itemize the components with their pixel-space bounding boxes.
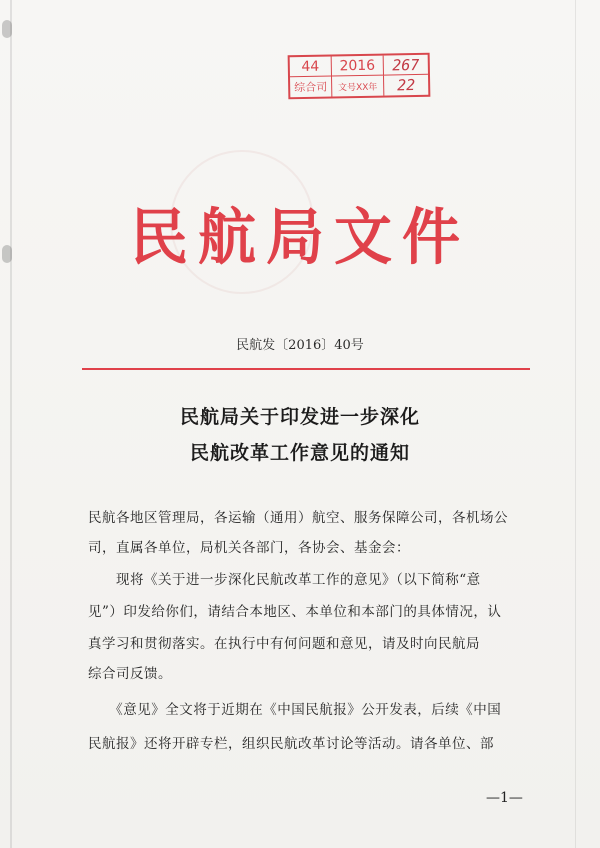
document-title-line1: 民航局关于印发进一步深化 bbox=[179, 406, 420, 428]
document-header-title: 民航局文件 bbox=[129, 201, 470, 273]
stamp-handwritten-bottom: 22 bbox=[396, 76, 416, 95]
stamp-year: 2016 bbox=[332, 56, 384, 77]
stamp-small-text: 文号XX年 bbox=[332, 76, 384, 97]
body-line: 真学习和贯彻落实。在执行中有何问题和意见，请及时向民航局 bbox=[88, 636, 480, 652]
binding-hole bbox=[2, 20, 12, 38]
stamp-handwritten-top: 267 bbox=[384, 55, 428, 76]
body-line: 民航各地区管理局，各运输（通用）航空、服务保障公司，各机场公 bbox=[88, 510, 508, 526]
body-line: 《意见》全文将于近期在《中国民航报》公开发表，后续《中国 bbox=[88, 702, 502, 718]
body-line: 综合司反馈。 bbox=[88, 666, 172, 682]
stamp-department: 综合司 bbox=[290, 76, 332, 97]
body-line: 现将《关于进一步深化民航改革工作的意见》（以下简称“意 bbox=[88, 572, 481, 588]
body-line: 民航报》还将开辟专栏，组织民航改革讨论等活动。请各单位、部 bbox=[88, 736, 494, 752]
document-title-line2: 民航改革工作意见的通知 bbox=[189, 442, 410, 464]
stamp-number: 44 bbox=[290, 56, 332, 77]
page-number: —1— bbox=[486, 790, 523, 806]
received-stamp bbox=[288, 53, 431, 99]
body-line: 见”）印发给你们，请结合本地区、本单位和本部门的具体情况，认 bbox=[88, 604, 502, 620]
red-divider bbox=[82, 368, 530, 370]
document-number: 民航发〔2016〕40号 bbox=[236, 338, 364, 353]
body-line: 司，直属各单位，局机关各部门，各协会、基金会： bbox=[88, 540, 410, 556]
